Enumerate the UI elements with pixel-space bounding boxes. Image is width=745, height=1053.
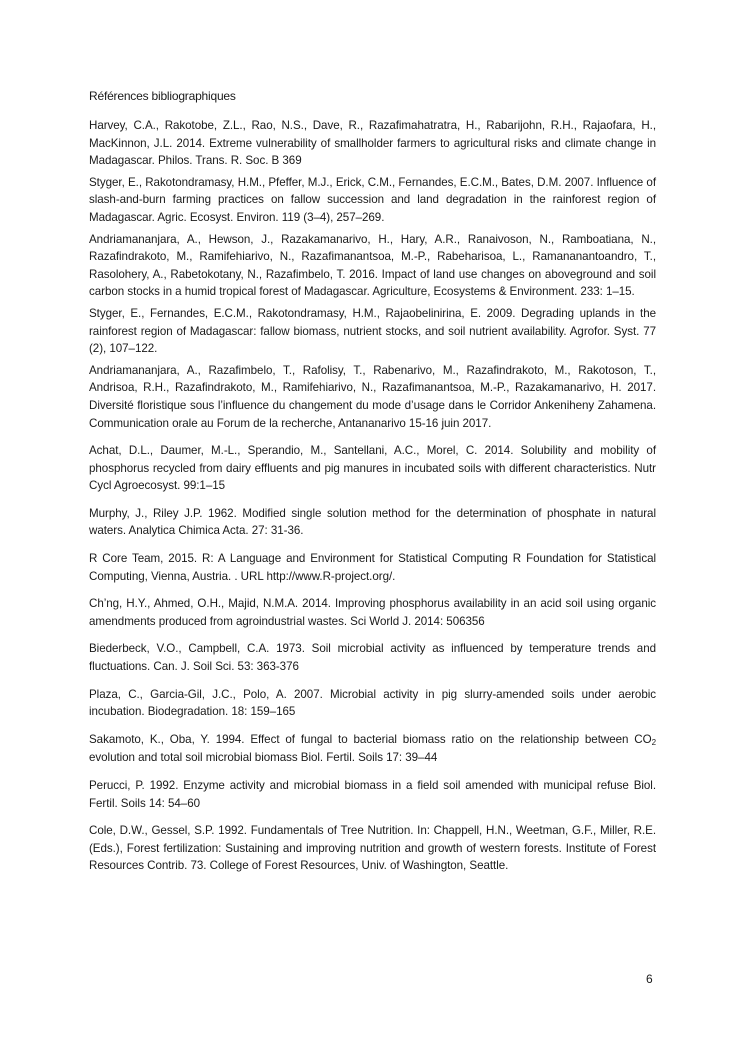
reference-harvey-2014: Harvey, C.A., Rakotobe, Z.L., Rao, N.S., Dave, R., Razafimahatratra, H., Rabarijohn, R.H., Rajaofara, H., MacKinnon, J.L. 2014. Extreme vulnerability of smallholder farmers to agricultural risks and climate change in Madagascar. Philos. Trans. R. Soc. B 369	[89, 119, 656, 168]
reference-chng-2014: Ch’ng, H.Y., Ahmed, O.H., Majid, N.M.A. 2014. Improving phosphorus availability in an acid soil using organic amendments produced from agroindustrial wastes. Sci World J. 2014: 506356	[89, 597, 656, 628]
reference-cole-1992: Cole, D.W., Gessel, S.P. 1992. Fundamentals of Tree Nutrition. In: Chappell, H.N., Weetman, G.F., Miller, R.E. (Eds.), Forest fertilization: Sustaining and improving nutrition and growth of western forests. Institute of Forest Resources Contrib. 73. College of Forest Resources, Univ. of Washington, Seattle.	[89, 824, 656, 873]
reference-plaza-2007: Plaza, C., Garcia-Gil, J.C., Polo, A. 2007. Microbial activity in pig slurry-amended soils under aerobic incubation. Biodegradation. 18: 159–165	[89, 687, 656, 719]
reference-murphy-1962: Murphy, J., Riley J.P. 1962. Modified single solution method for the determination of phosphate in natural waters. Analytica Chimica Acta. 27: 31-36.	[89, 506, 656, 538]
reference-achat-2014: Achat, D.L., Daumer, M.-L., Sperandio, M., Santellani, A.C., Morel, C. 2014. Solubility and mobility of phosphorus recycled from dairy effluents and pig manures in incubated soils with different characteristics. Nutr Cycl Agroecosyst. 99:1–15	[89, 444, 656, 493]
section-heading: Références bibliographiques	[89, 89, 236, 103]
co2-subscript: 2	[651, 737, 656, 747]
page-number: 6	[646, 972, 653, 986]
reference-sakamoto-1994	[89, 731, 656, 767]
reference-andriamananjara-2016: Andriamananjara, A., Hewson, J., Razakamanarivo, H., Hary, A.R., Ranaivoson, N., Ramboatiana, N., Razafindrakoto, M., Ramifehiarivo, N., Razafimanantsoa, M.-P., Rabeharisoa, L., Ramananantoandro, T., Rasolohery, A., Rabetokotany, N., Razafimbelo, T. 2016. Impact of land use changes on aboveground and soil carbon stocks in a humid tropical forest of Madagascar. Agriculture, Ecosystems & Environment. 233: 1–15.	[89, 232, 656, 299]
reference-list	[89, 117, 656, 879]
reference-sakamoto-text-start: Sakamoto, K., Oba, Y. 1994. Effect of fungal to bacterial biomass ratio on the relationship between CO	[89, 732, 652, 746]
reference-r-core-team-2015: R Core Team, 2015. R: A Language and Environment for Statistical Computing R Foundation for Statistical Computing, Vienna, Austria. . URL http://www.R-project.org/.	[89, 552, 656, 583]
reference-perucci-1992: Perucci, P. 1992. Enzyme activity and microbial biomass in a field soil amended with municipal refuse Biol. Fertil. Soils 14: 54–60	[89, 779, 656, 810]
reference-styger-2007: Styger, E., Rakotondramasy, H.M., Pfeffer, M.J., Erick, C.M., Fernandes, E.C.M., Bates, D.M. 2007. Influence of slash-and-burn farming practices on fallow succession and land degradation in the rainforest region of Madagascar. Agric. Ecosyst. Environ. 119 (3–4), 257–269.	[89, 175, 656, 224]
reference-andriamananjara-2017: Andriamananjara, A., Razafimbelo, T., Rafolisy, T., Rabenarivo, M., Razafindrakoto, M., Rakotoson, T., Andrisoa, R.H., Razafindrakoto, M., Ramifehiarivo, N., Razafimanantsoa, M.-P., Razakamanarivo, H. 2017. Diversité floristique sous l’influence du changement du mode d’usage dans le Corridor Ankeniheny Zahamena. Communication orale au Forum de la recherche, Antananarivo 15-16 juin 2017.	[89, 363, 656, 430]
reference-styger-2009: Styger, E., Fernandes, E.C.M., Rakotondramasy, H.M., Rajaobelinirina, E. 2009. Degrading uplands in the rainforest region of Madagascar: fallow biomass, nutrient stocks, and soil nutrient availability. Agrofor. Syst. 77 (2), 107–122.	[89, 306, 656, 356]
reference-biederbeck-1973: Biederbeck, V.O., Campbell, C.A. 1973. Soil microbial activity as influenced by temperature trends and fluctuations. Can. J. Soil Sci. 53: 363-376	[89, 642, 656, 674]
reference-sakamoto-text-end: evolution and total soil microbial biomass Biol. Fertil. Soils 17: 39–44	[89, 751, 438, 765]
